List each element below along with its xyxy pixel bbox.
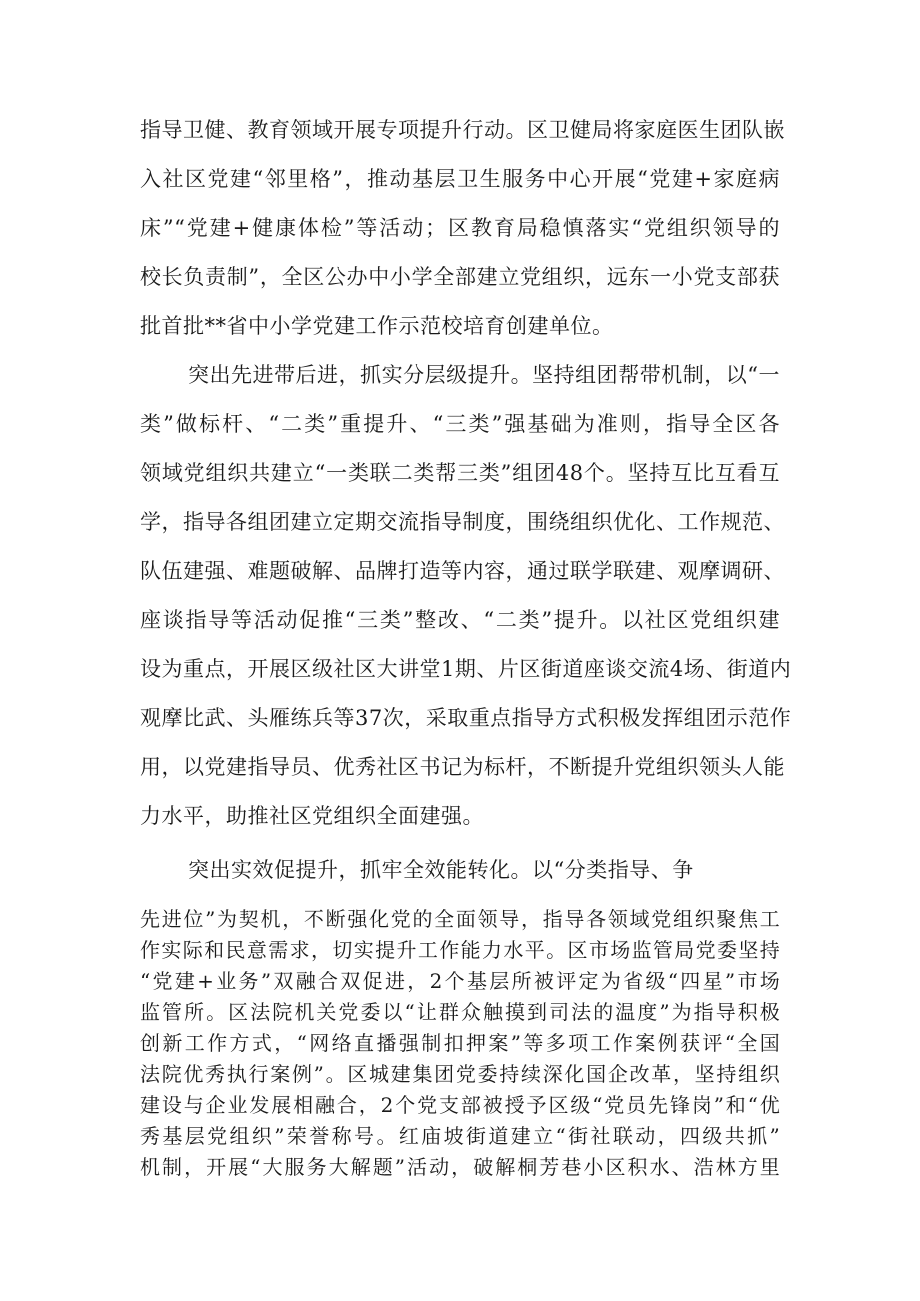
text-line: 监管所。区法院机关党委以“让群众触摸到司法的温度”为指导积极: [140, 1000, 780, 1024]
text-line: 作实际和民意需求，切实提升工作能力水平。区市场监管局党委坚持: [140, 938, 780, 962]
text-line: 用，以党建指导员、优秀社区书记为标杆，不断提升党组织领头人能: [140, 755, 785, 779]
text-line: 队伍建强、难题破解、品牌打造等内容，通过联学联建、观摩调研、: [140, 559, 785, 583]
text-line: “党建+业务”双融合双促进，2个基层所被评定为省级“四星”市场: [140, 969, 780, 993]
text-line: 设为重点，开展区级社区大讲堂1期、片区街道座谈交流4场、街道内: [140, 657, 792, 681]
text-line: 床”“党建+健康体检”等活动；区教育局稳慎落实“党组织领导的: [140, 216, 780, 240]
text-line: 座谈指导等活动促推“三类”整改、“二类”提升。以社区党组织建: [140, 608, 780, 632]
text-line: 法院优秀执行案例”。区城建集团党委持续深化国企改革，坚持组织: [140, 1062, 780, 1086]
text-line: 力水平，助推社区党组织全面建强。: [140, 804, 484, 828]
text-line: 观摩比武、头雁练兵等37次，采取重点指导方式积极发挥组团示范作: [140, 706, 792, 730]
text-line: 领域党组织共建立“一类联二类帮三类”组团48个。坚持互比互看互: [140, 461, 780, 485]
paragraph-heading-line: 突出实效促提升，抓牢全效能转化。以“分类指导、争: [188, 858, 694, 882]
text-line: 秀基层党组织”荣誉称号。红庙坡街道建立“街社联动，四级共抓”: [140, 1124, 780, 1148]
text-line: 入社区党建“邻里格”，推动基层卫生服务中心开展“党建+家庭病: [140, 167, 780, 191]
text-line: 类”做标杆、“二类”重提升、“三类”强基础为准则，指导全区各: [140, 412, 780, 436]
text-line: 机制，开展“大服务大解题”活动，破解桐芳巷小区积水、浩林方里: [140, 1155, 780, 1179]
text-line: 突出先进带后进，抓实分层级提升。坚持组团帮带机制，以“一: [188, 363, 780, 387]
text-line: 建设与企业发展相融合，2个党支部被授予区级“党员先锋岗”和“优: [140, 1093, 780, 1117]
text-line: 学，指导各组团建立定期交流指导制度，围绕组织优化、工作规范、: [140, 510, 785, 534]
text-line: 批首批**省中小学党建工作示范校培育创建单位。: [140, 314, 614, 338]
text-line: 指导卫健、教育领域开展专项提升行动。区卫健局将家庭医生团队嵌: [140, 118, 785, 142]
text-line: 先进位”为契机，不断强化党的全面领导，指导各领域党组织聚焦工: [140, 907, 780, 931]
text-line: 校长负责制”，全区公办中小学全部建立党组织，远东一小党支部获: [140, 265, 780, 289]
text-line: 创新工作方式，“网络直播强制扣押案”等多项工作案例获评“全国: [140, 1031, 780, 1055]
